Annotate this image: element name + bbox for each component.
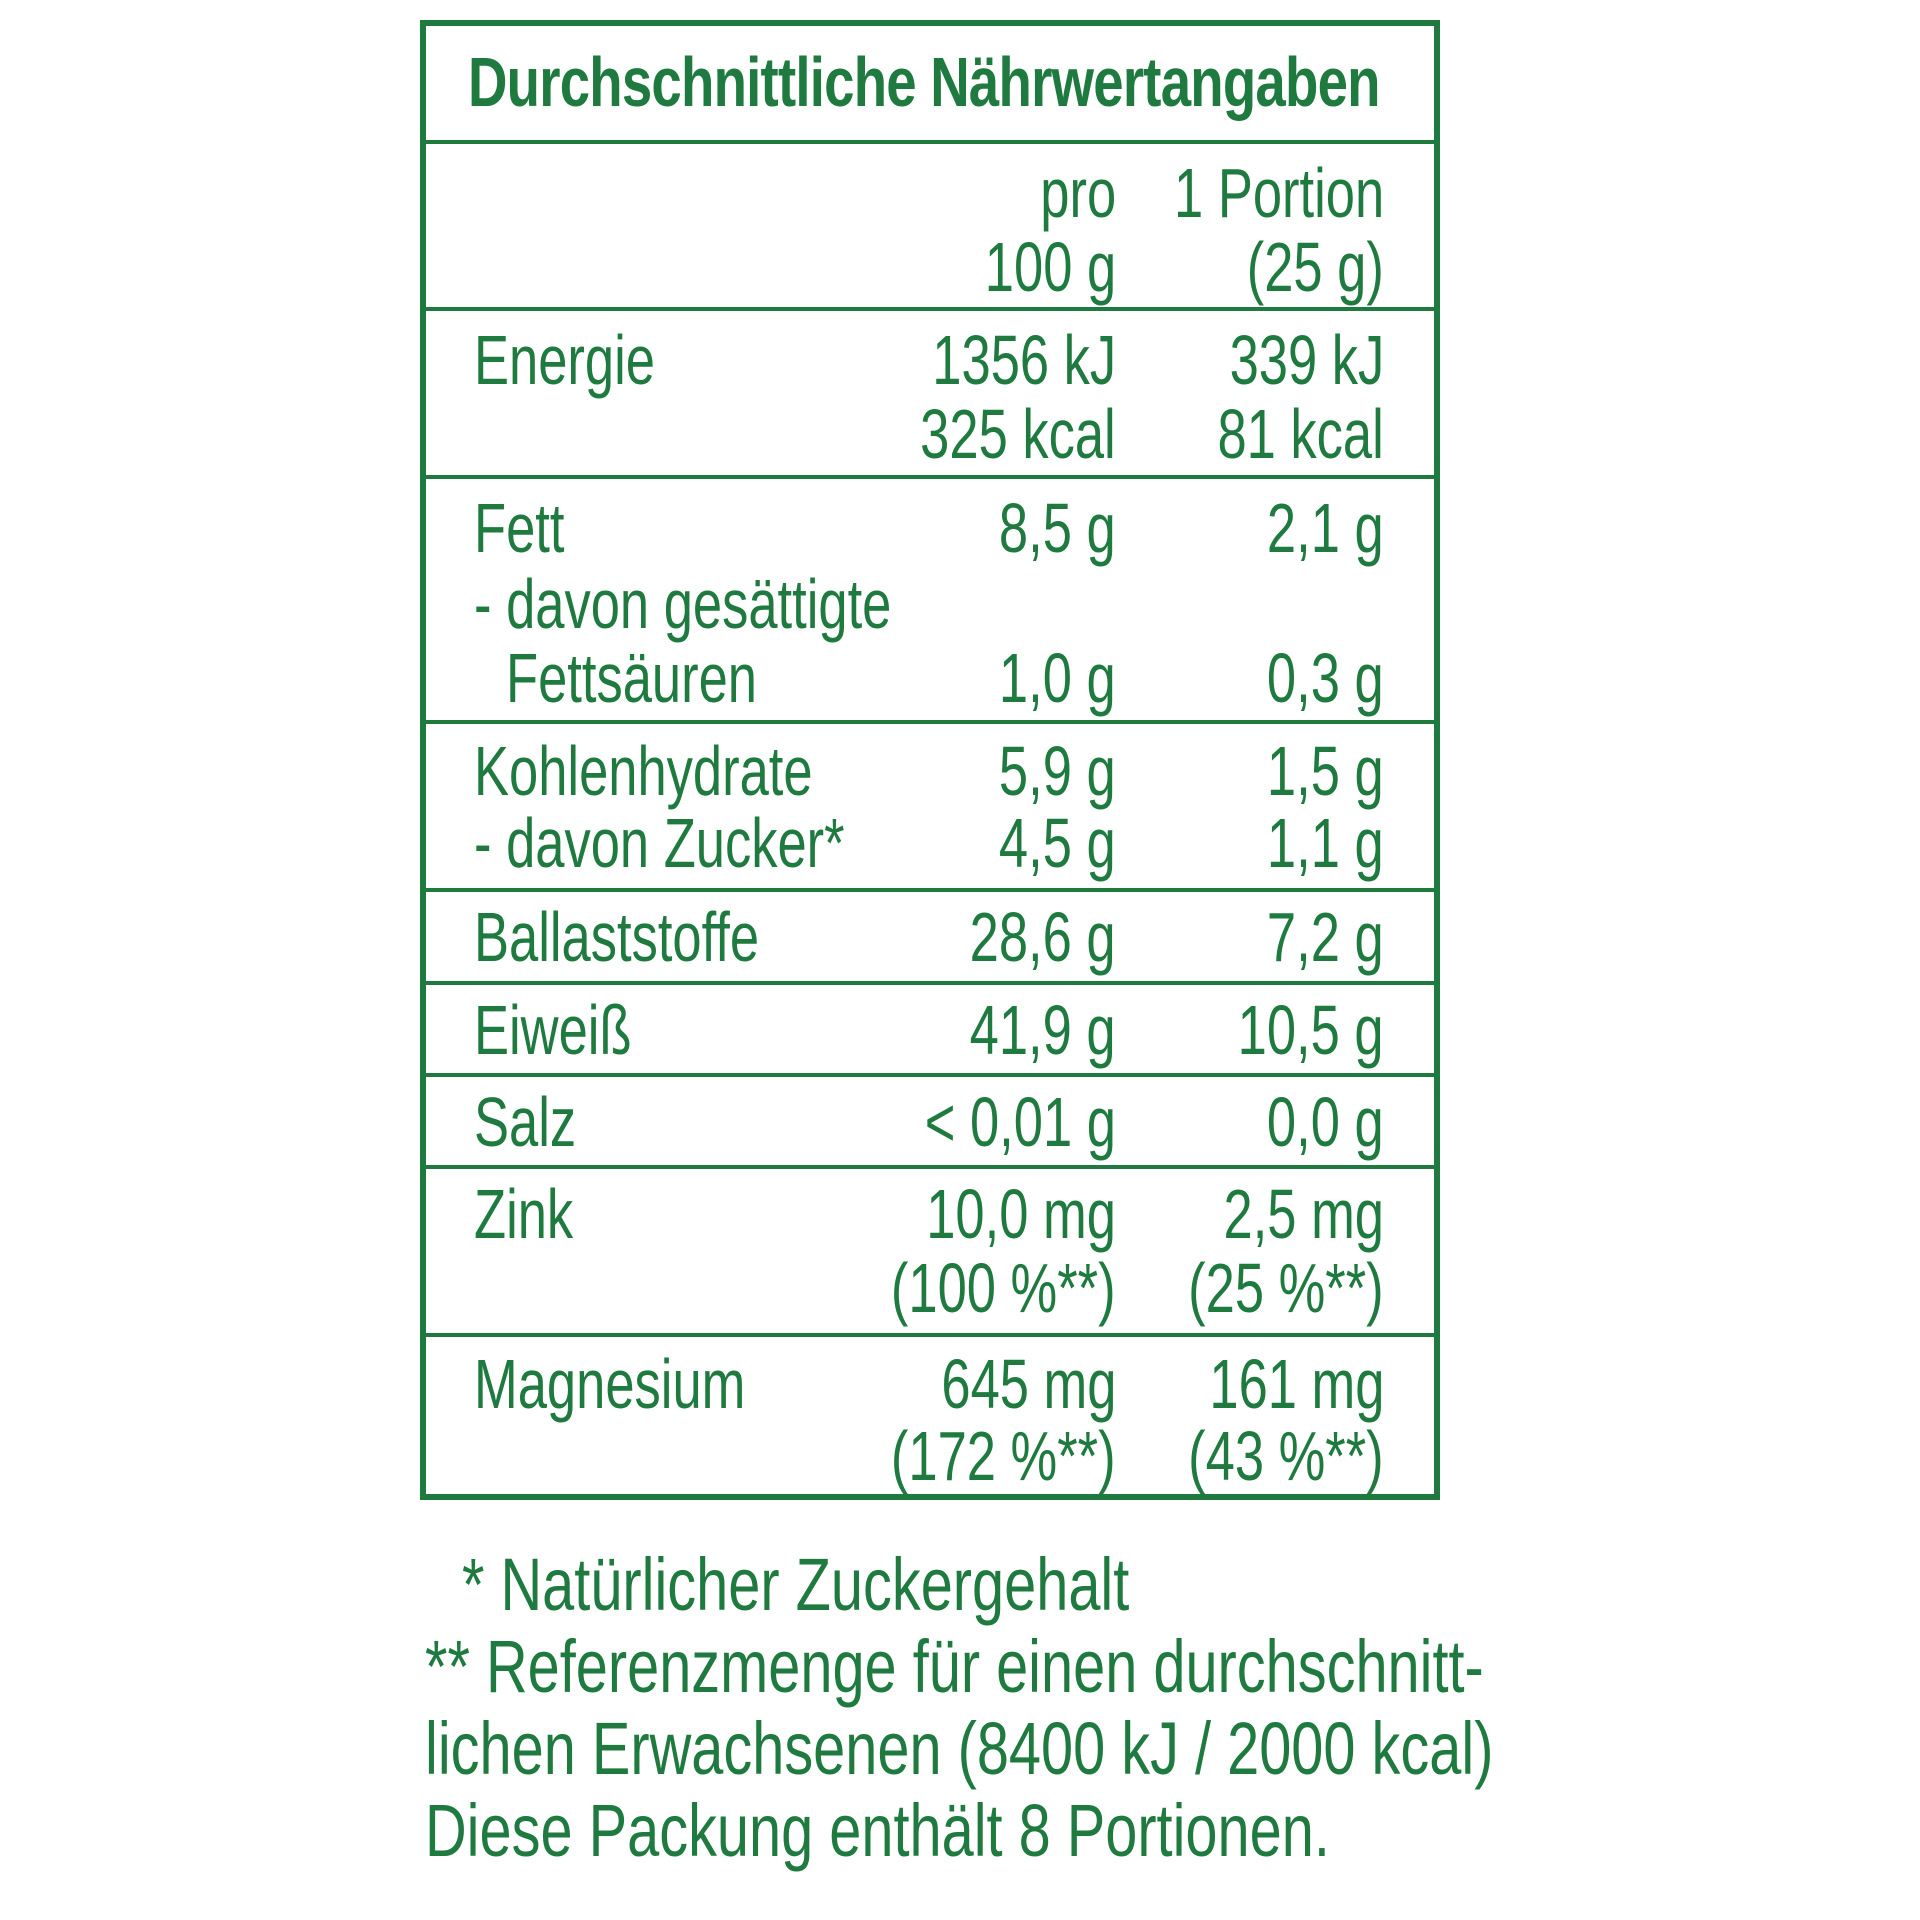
value-kohlenhydrate-100g: 5,9 g: [999, 732, 1116, 810]
footnote-reference-2: lichen Erwachsenen (8400 kJ / 2000 kcal): [425, 1707, 1494, 1790]
nutrition-table: [420, 20, 1440, 1500]
percent-magnesium-100g: (172 %**): [891, 1417, 1116, 1495]
row-ballaststoffe: [426, 892, 1434, 985]
value-energie-kcal-100g: 325 kcal: [920, 395, 1116, 473]
value-zink-portion: 2,5 mg: [1223, 1175, 1384, 1253]
value-ballaststoffe-portion: 7,2 g: [1267, 898, 1384, 976]
col2-header-line1: 1 Portion: [1173, 154, 1384, 232]
percent-zink-100g: (100 %**): [891, 1249, 1116, 1327]
percent-zink-portion: (25 %**): [1188, 1249, 1384, 1327]
value-fettsaeuren-100g: 1,0 g: [999, 639, 1116, 717]
value-energie-kj-100g: 1356 kJ: [932, 321, 1116, 399]
value-kohlenhydrate-portion: 1,5 g: [1267, 732, 1384, 810]
value-salz-100g: < 0,01 g: [924, 1083, 1116, 1161]
footnote-sugar: * Natürlicher Zuckergehalt: [462, 1543, 1130, 1626]
label-kohlenhydrate: Kohlenhydrate: [474, 732, 813, 810]
value-fett-portion: 2,1 g: [1267, 489, 1384, 567]
percent-magnesium-portion: (43 %**): [1188, 1417, 1384, 1495]
row-zink: [426, 1169, 1434, 1337]
value-magnesium-portion: 161 mg: [1208, 1345, 1384, 1423]
value-zink-100g: 10,0 mg: [926, 1175, 1116, 1253]
value-salz-portion: 0,0 g: [1267, 1083, 1384, 1161]
label-davon-gesaettigte: - davon gesättigte: [474, 565, 892, 643]
label-eiweiss: Eiweiß: [474, 991, 632, 1069]
value-energie-kcal-portion: 81 kcal: [1217, 395, 1384, 473]
footnote-reference-1: ** Referenzmenge für einen durchschnitt-: [425, 1625, 1484, 1708]
table-title: [426, 26, 1434, 144]
row-kohlenhydrate: [426, 724, 1434, 892]
value-magnesium-100g: 645 mg: [940, 1345, 1116, 1423]
label-davon-zucker: - davon Zucker*: [474, 804, 845, 882]
value-eiweiss-100g: 41,9 g: [970, 991, 1116, 1069]
value-zucker-portion: 1,1 g: [1267, 804, 1384, 882]
label-fettsaeuren: Fettsäuren: [506, 639, 757, 717]
row-energie: [426, 311, 1434, 479]
value-fett-100g: 8,5 g: [999, 489, 1116, 567]
label-magnesium: Magnesium: [474, 1345, 746, 1423]
row-fett: [426, 479, 1434, 724]
col2-header-line2: (25 g): [1246, 228, 1384, 306]
label-salz: Salz: [474, 1083, 577, 1161]
row-salz: [426, 1077, 1434, 1169]
label-zink: Zink: [474, 1175, 574, 1253]
label-fett: Fett: [474, 489, 565, 567]
footnote-portions: Diese Packung enthält 8 Portionen.: [425, 1789, 1330, 1872]
header-row: [426, 144, 1434, 311]
value-zucker-100g: 4,5 g: [999, 804, 1116, 882]
label-ballaststoffe: Ballaststoffe: [474, 898, 760, 976]
value-eiweiss-portion: 10,5 g: [1238, 991, 1384, 1069]
label-energie: Energie: [474, 321, 655, 399]
row-magnesium: [426, 1337, 1434, 1494]
title-text: Durchschnittliche Nährwertangaben: [468, 43, 1380, 121]
value-ballaststoffe-100g: 28,6 g: [970, 898, 1116, 976]
col1-header-line1: pro: [1040, 154, 1116, 232]
value-energie-kj-portion: 339 kJ: [1229, 321, 1384, 399]
col1-header-line2: 100 g: [984, 228, 1116, 306]
row-eiweiss: [426, 985, 1434, 1077]
value-fettsaeuren-portion: 0,3 g: [1267, 639, 1384, 717]
